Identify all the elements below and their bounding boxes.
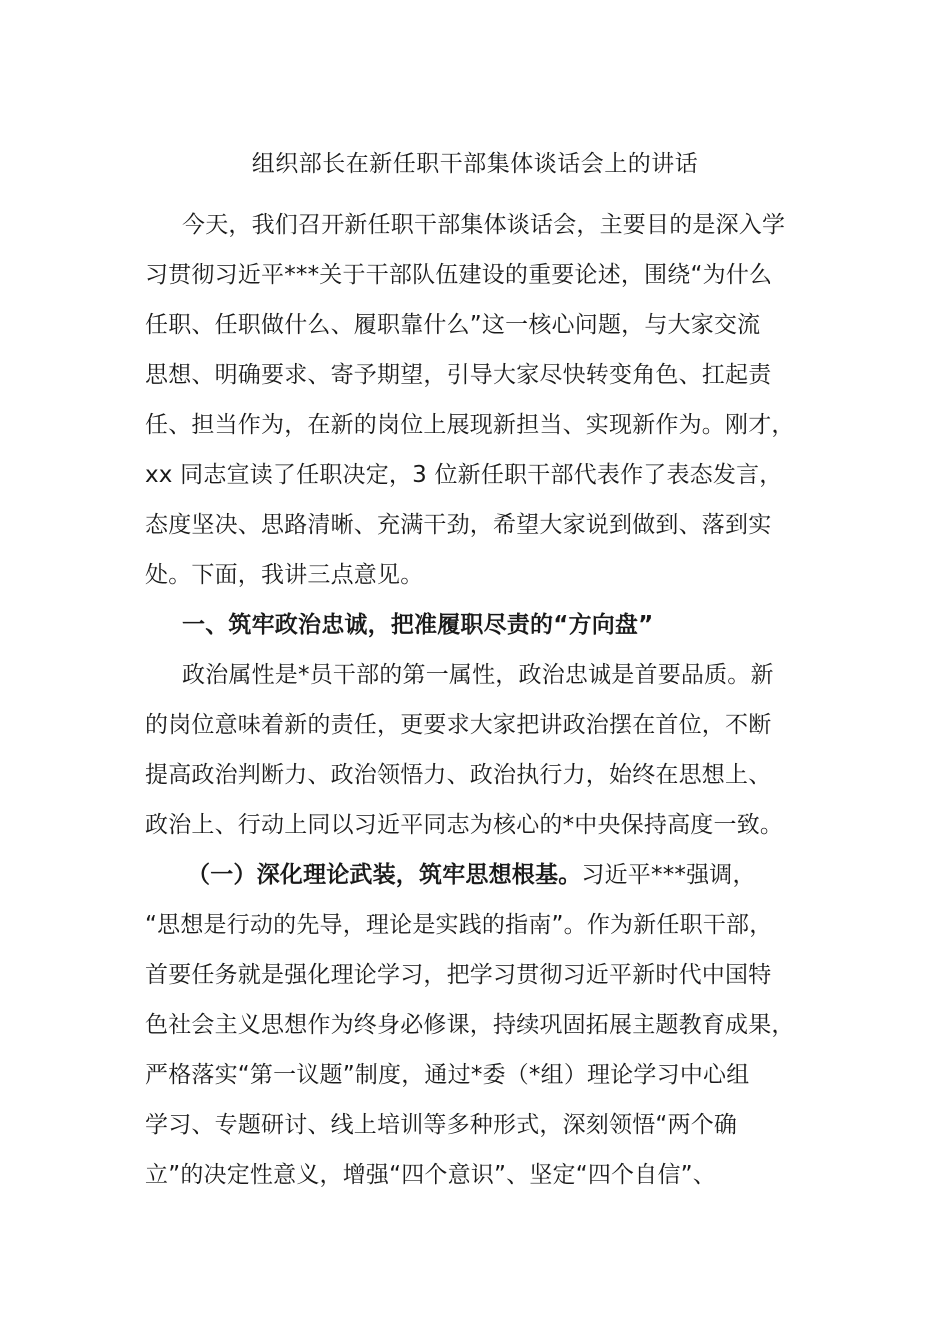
paragraph-line: 任职、任职做什么、履职靠什么”这一核心问题，与大家交流 [145, 312, 761, 338]
paragraph-line: 首要任务就是强化理论学习，把学习贯彻习近平新时代中国特 [145, 962, 772, 988]
paragraph-line: 严格落实“第一议题”制度，通过*委（*组）理论学习中心组 [145, 1062, 750, 1088]
paragraph-line: 政治上、行动上同以习近平同志为核心的*中央保持高度一致。 [145, 812, 784, 838]
paragraph-line: 学习、专题研讨、线上培训等多种形式，深刻领悟“两个确 [145, 1112, 738, 1138]
subsection-text: 习近平***强调， [581, 862, 756, 888]
paragraph-line: 习贯彻习近平***关于干部队伍建设的重要论述，围绕“为什么 [145, 262, 773, 288]
paragraph-line: 思想、明确要求、寄予期望，引导大家尽快转变角色、扛起责 [145, 362, 772, 388]
paragraph-line: 政治属性是*员干部的第一属性，政治忠诚是首要品质。新 [182, 662, 774, 688]
paragraph-line: 任、担当作为，在新的岗位上展现新担当、实现新作为。刚才， [145, 412, 795, 438]
paragraph-line: 今天，我们召开新任职干部集体谈话会，主要目的是深入学 [182, 212, 786, 238]
paragraph-line: 的岗位意味着新的责任，更要求大家把讲政治摆在首位，不断 [145, 712, 772, 738]
paragraph-line: 态度坚决、思路清晰、充满干劲，希望大家说到做到、落到实 [145, 512, 772, 538]
paragraph-line: 色社会主义思想作为终身必修课，持续巩固拓展主题教育成果， [145, 1012, 795, 1038]
subsection-line [187, 857, 756, 893]
paragraph-line: 立”的决定性意义，增强“四个意识”、坚定“四个自信”、 [145, 1162, 716, 1188]
paragraph-line: xx 同志宣读了任职决定，3 位新任职干部代表作了表态发言， [145, 462, 783, 488]
paragraph-line: 处。下面，我讲三点意见。 [145, 562, 424, 588]
subsection-heading: （一）深化理论武装，筑牢思想根基。 [187, 862, 582, 888]
paragraph-line: “思想是行动的先导，理论是实践的指南”。作为新任职干部， [145, 912, 773, 938]
document-title: 组织部长在新任职干部集体谈话会上的讲话 [251, 151, 699, 177]
section-heading: 一、筑牢政治忠诚，把准履职尽责的“方向盘” [182, 612, 654, 638]
paragraph-line: 提高政治判断力、政治领悟力、政治执行力，始终在思想上、 [145, 762, 772, 788]
